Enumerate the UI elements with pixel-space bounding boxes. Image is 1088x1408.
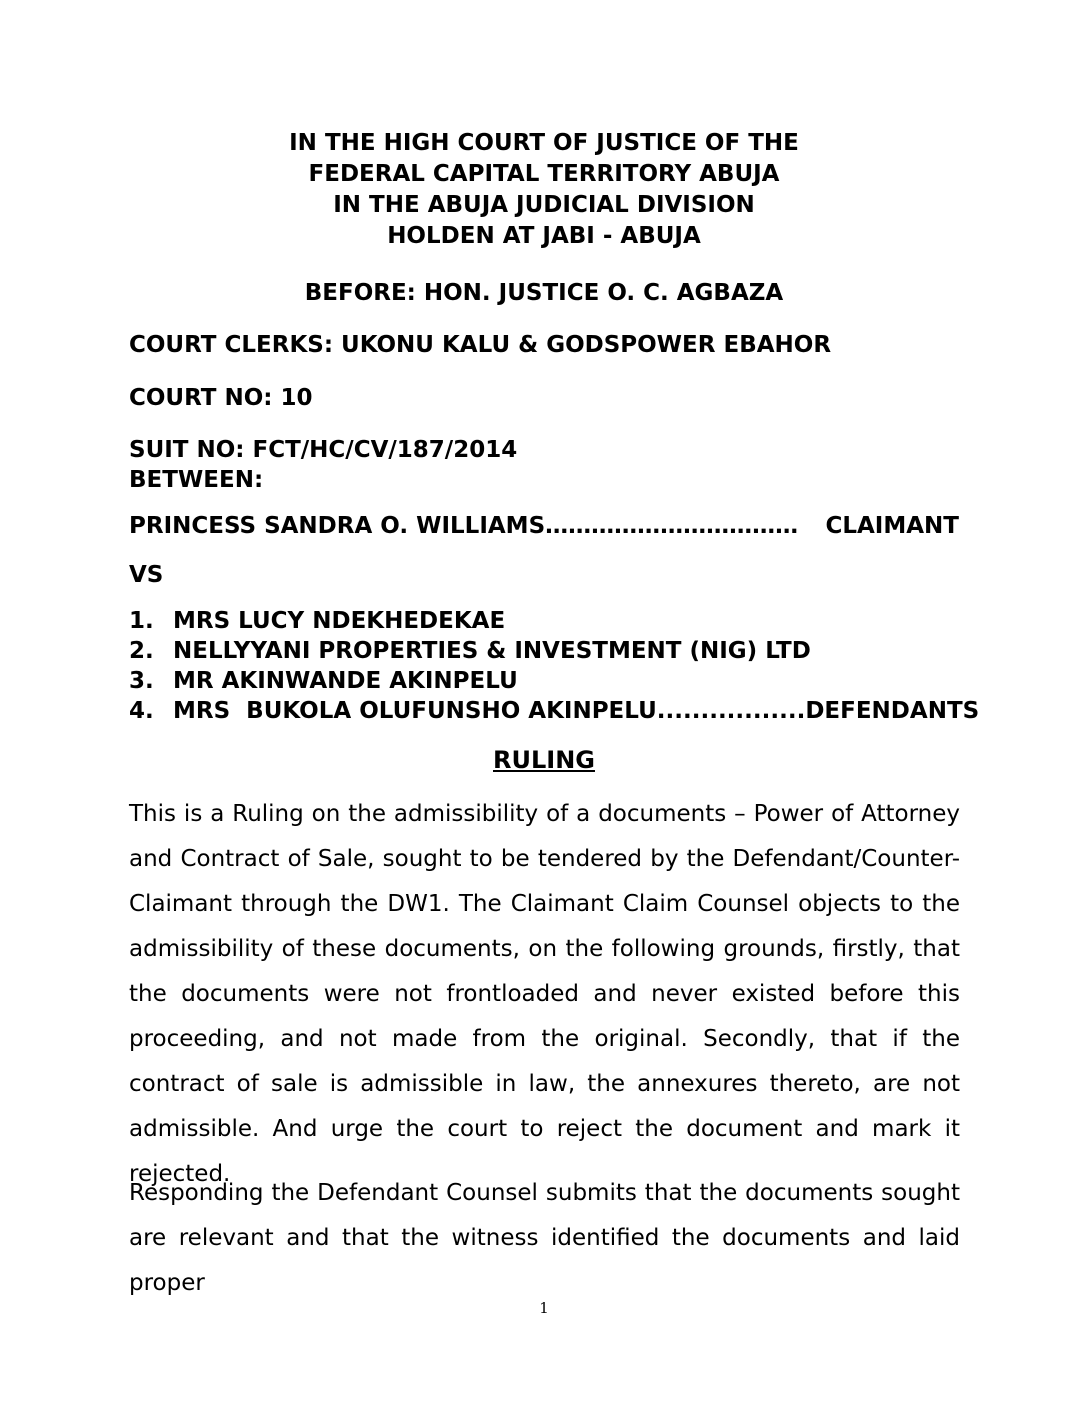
- list-item-number: 4.: [129, 698, 154, 724]
- list-item-number: 2.: [129, 638, 154, 664]
- list-item: [129, 696, 980, 726]
- court-header-line-1: IN THE HIGH COURT OF JUSTICE OF THE: [289, 130, 799, 156]
- court-header: [0, 128, 1088, 252]
- list-item-number: 1.: [129, 608, 154, 634]
- defendants-role: DEFENDANTS: [805, 698, 980, 724]
- court-header-line-2: FEDERAL CAPITAL TERRITORY ABUJA: [308, 161, 780, 187]
- court-header-line-3: IN THE ABUJA JUDICIAL DIVISION: [333, 192, 755, 218]
- defendant-name: NELLYYANI PROPERTIES & INVESTMENT (NIG) LTD: [173, 638, 811, 664]
- ruling-heading: RULING: [493, 746, 595, 774]
- claimant-dot-leader: ……………………………: [545, 513, 799, 539]
- list-item: [129, 636, 959, 666]
- court-header-line-4: HOLDEN AT JABI - ABUJA: [387, 223, 701, 249]
- suit-number-line: SUIT NO: FCT/HC/CV/187/2014: [129, 437, 518, 463]
- defendants-dot-leader: .................: [656, 698, 806, 724]
- list-item-number: 3.: [129, 668, 154, 694]
- claimant-name: PRINCESS SANDRA O. WILLIAMS: [129, 513, 546, 539]
- court-number-line: COURT NO: 10: [129, 385, 313, 411]
- defendant-name: MR AKINWANDE AKINPELU: [173, 668, 518, 694]
- defendants-list: [129, 606, 980, 726]
- claimant-role: CLAIMANT: [825, 513, 959, 539]
- between-label: BETWEEN:: [129, 467, 264, 493]
- list-item: [129, 606, 959, 636]
- before-judge-line: BEFORE: HON. JUSTICE O. C. AGBAZA: [304, 280, 784, 306]
- claimant-line: [129, 513, 959, 539]
- body-paragraph-2: Responding the Defendant Counsel submits that the documents sought are relevant and that the witness identified the documents and laid proper: [129, 1180, 960, 1296]
- list-item: [129, 666, 959, 696]
- court-clerks-line: COURT CLERKS: UKONU KALU & GODSPOWER EBAHOR: [129, 332, 832, 358]
- versus-label: VS: [129, 562, 164, 588]
- defendant-name: MRS LUCY NDEKHEDEKAE: [173, 608, 506, 634]
- body-paragraph-1: This is a Ruling on the admissibility of a documents – Power of Attorney and Contract of Sale, sought to be tendered by the Defendant/Counter-Claimant through the DW1. The Claimant Claim Counsel objects to the admissibility of these documents, on the following grounds, firstly, that the documents were not frontloaded and never existed before this proceeding, and not made from the original. Secondly, that if the contract of sale is admissible in law, the annexures thereto, are not admissible. And urge the court to reject the document and mark it rejected.: [129, 801, 960, 1187]
- defendant-name: MRS BUKOLA OLUFUNSHO AKINPELU: [173, 698, 657, 724]
- page-number: 1: [539, 1299, 549, 1317]
